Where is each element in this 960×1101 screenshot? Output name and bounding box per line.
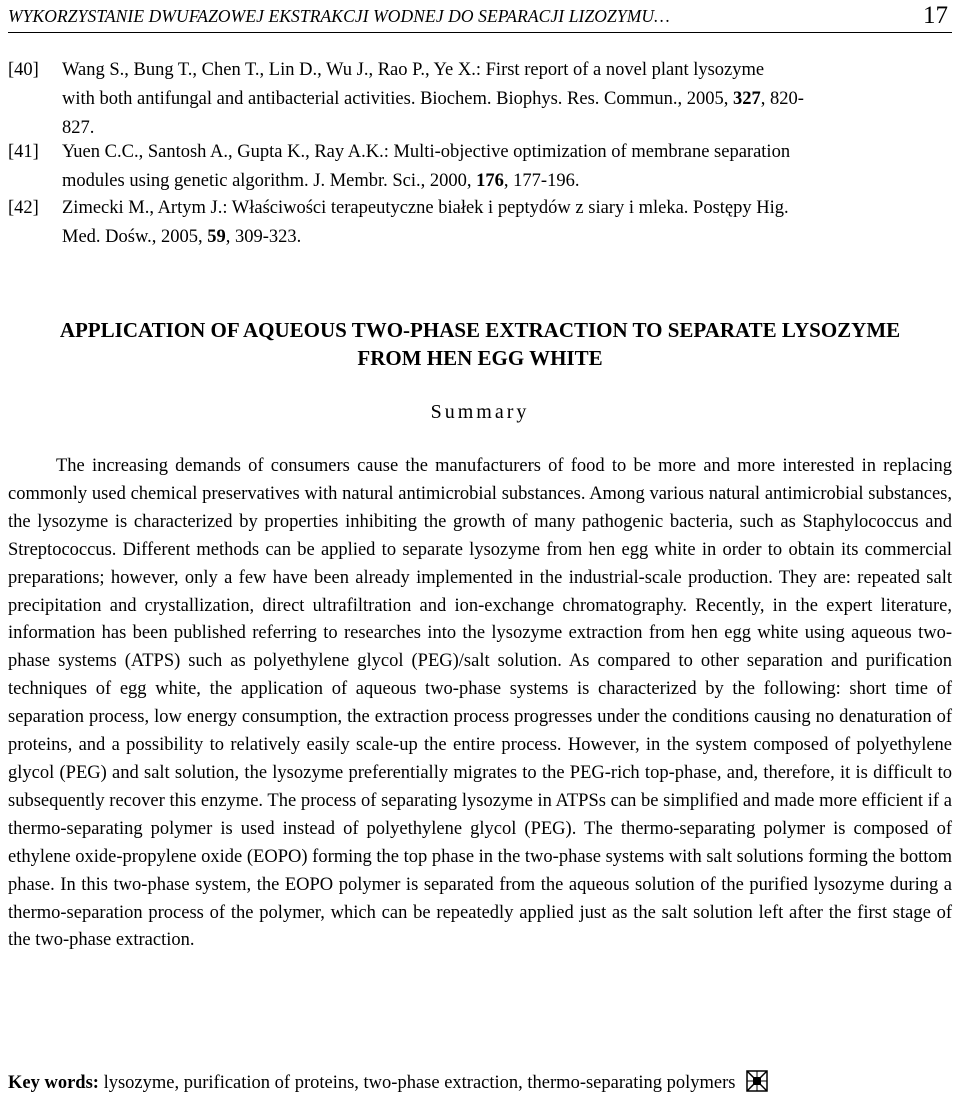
reference-text: modules using genetic algorithm. J. Membr. Sci., 2000, <box>62 171 477 191</box>
running-title: WYKORZYSTANIE DWUFAZOWEJ EKSTRAKCJI WODNEJ DO SEPARACJI LIZOZYMU… <box>8 6 670 26</box>
reference-text: , 309-323. <box>225 227 302 247</box>
reference-number: [40] <box>8 60 39 80</box>
reference-text: , 820- <box>760 89 804 109</box>
page-number: 17 <box>923 2 948 29</box>
reference-text: with both antifungal and antibacterial activities. Biochem. Biophys. Res. Commun., 2005, <box>62 89 734 109</box>
reference-number: [42] <box>8 198 39 218</box>
reference-number: [41] <box>8 142 39 162</box>
keywords-label: Key words: <box>8 1073 99 1093</box>
reference-volume: 59 <box>207 227 226 247</box>
title-line-2: FROM HEN EGG WHITE <box>357 346 603 370</box>
reference-42 <box>8 194 952 252</box>
abstract-text: The increasing demands of consumers cause the manufacturers of food to be more and more interested in replacing commonly used chemical preservatives with natural antimicrobial substances. Among various natural antimicrobial substances, the lysozyme is characterized by properties inhibiting the growth of many pathogenic bacteria, such as Staphylococcus and Streptococcus. Different methods can be applied to separate lysozyme from hen egg white in order to obtain its commercial preparations; however, only a few have been already implemented in the industrial-scale production. They are: repeated salt precipitation and crystallization, direct ultrafiltration and ion-exchange chromatography. Recently, in the expert literature, information has been published referring to researches into the lysozyme extraction from hen egg white using aqueous two-phase systems (ATPS) such as polyethylene glycol (PEG)/salt solution. As compared to other separation and purification techniques of egg white, the application of aqueous two-phase systems is characterized by the following: short time of separation process, low energy consumption, the extraction process progresses under the conditions causing no denaturation of proteins, and a possibility to relatively easily scale-up the entire process. However, in the system composed of polyethylene glycol (PEG) and salt solution, the lysozyme preferentially migrates to the PEG-rich top-phase, and, therefore, it is difficult to subsequently recover this enzyme. The process of separating lysozyme in ATPSs can be simplified and made more efficient if a thermo-separating polymer is used instead of polyethylene glycol (PEG). The thermo-separating polymer is composed of ethylene oxide-propylene oxide (EOPO) forming the top phase in the two-phase systems with salt solutions forming the bottom phase. In this two-phase system, the EOPO polymer is separated from the aqueous solution of the purified lysozyme during a thermo-separation process of the polymer, which can be repeatedly applied just as the salt solution left after the first stage of the two-phase extraction. <box>8 456 952 951</box>
reference-40 <box>8 56 952 143</box>
reference-volume: 176 <box>476 171 504 191</box>
title-line-1: APPLICATION OF AQUEOUS TWO-PHASE EXTRACTION TO SEPARATE LYSOZYME <box>59 318 901 342</box>
reference-text: Wang S., Bung T., Chen T., Lin D., Wu J., Rao P., Ye X.: First report of a novel plant lysozyme <box>62 60 765 80</box>
reference-text: , 177-196. <box>503 171 580 191</box>
reference-text: Yuen C.C., Santosh A., Gupta K., Ray A.K.: Multi-objective optimization of membrane separation <box>62 142 791 162</box>
reference-text: Med. Dośw., 2005, <box>62 227 208 247</box>
article-title <box>0 316 960 372</box>
summary-heading: Summary <box>430 401 530 423</box>
keywords-text: lysozyme, purification of proteins, two-phase extraction, thermo-separating polymers <box>103 1073 736 1093</box>
reference-volume: 327 <box>733 89 761 109</box>
reference-41 <box>8 138 952 196</box>
reference-text: 827. <box>62 118 95 138</box>
reference-text: Zimecki M., Artym J.: Właściwości terapeutyczne białek i peptydów z siary i mleka. Postępy Hig. <box>62 198 789 218</box>
keywords <box>8 1070 952 1095</box>
running-header <box>8 0 952 33</box>
end-of-article-mark-icon <box>746 1070 768 1092</box>
